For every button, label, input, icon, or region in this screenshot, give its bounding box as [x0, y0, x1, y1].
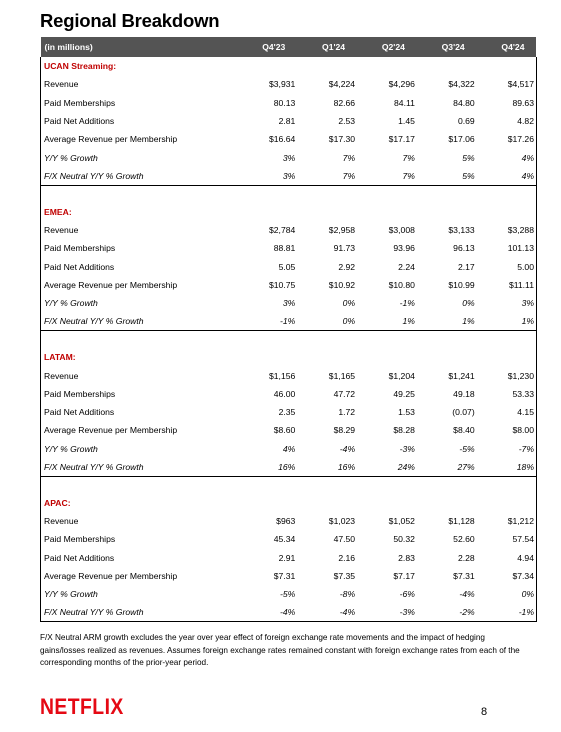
spacer-cell [297, 185, 357, 203]
value-cell: $1,212 [477, 512, 537, 530]
value-cell: $3,288 [477, 221, 537, 239]
row-label: F/X Neutral Y/Y % Growth [41, 167, 238, 185]
value-cell: 91.73 [333, 243, 356, 254]
row-label: Revenue [41, 221, 238, 239]
value-cell: 1% [477, 312, 537, 330]
empty-cell [417, 57, 477, 75]
spacer-cell [41, 331, 238, 349]
value-cell: 16% [238, 458, 298, 476]
value-cell: 3% [238, 167, 298, 185]
value-cell: -2% [417, 604, 477, 622]
page-title: Regional Breakdown [40, 10, 220, 31]
value-cell: $1,128 [448, 516, 475, 527]
value-cell: $1,052 [388, 516, 415, 527]
table-row [41, 130, 537, 148]
empty-cell [297, 348, 357, 366]
value-cell: 3% [477, 294, 537, 312]
value-cell: $17.06 [448, 134, 475, 145]
row-label: F/X Neutral Y/Y % Growth [41, 312, 238, 330]
table-row [41, 294, 537, 312]
table-row [41, 239, 537, 257]
row-label: Paid Net Additions [41, 112, 238, 130]
value-cell: $7.35 [333, 571, 356, 582]
value-cell: 7% [297, 167, 357, 185]
value-cell: $1,156 [269, 370, 296, 381]
value-cell: 16% [297, 458, 357, 476]
value-cell: 1.53 [398, 407, 415, 418]
value-cell: 47.72 [333, 388, 356, 399]
value-cell: 93.96 [393, 243, 415, 254]
row-label: Average Revenue per Membership [41, 130, 238, 148]
value-cell: 4% [282, 443, 296, 454]
empty-cell [238, 57, 298, 75]
value-cell: $1,023 [328, 516, 356, 527]
value-cell: 24% [357, 458, 417, 476]
value-cell: 4% [477, 148, 537, 166]
spacer-cell [417, 185, 477, 203]
value-cell: 84.11 [394, 97, 415, 108]
value-cell: $17.17 [388, 134, 415, 145]
row-label: Revenue [41, 75, 238, 93]
value-cell: $7.17 [393, 571, 415, 582]
empty-cell [238, 203, 298, 221]
value-cell: 2.53 [338, 116, 356, 127]
value-cell: $8.00 [477, 421, 537, 439]
table-row [41, 421, 537, 439]
value-cell: $17.26 [477, 130, 537, 148]
value-cell: 7% [342, 152, 356, 163]
row-label: Paid Memberships [41, 239, 238, 257]
value-cell: 18% [477, 458, 537, 476]
value-cell: 50.32 [393, 534, 415, 545]
value-cell: 49.25 [393, 388, 415, 399]
value-cell: $8.28 [393, 425, 415, 436]
value-cell: 46.00 [273, 388, 296, 399]
section-spacer [41, 476, 537, 494]
value-cell: $4,517 [477, 75, 537, 93]
section-heading-row [41, 203, 537, 221]
empty-cell [297, 57, 357, 75]
empty-cell [417, 348, 477, 366]
value-cell: $1,241 [448, 370, 475, 381]
value-cell: 84.80 [453, 97, 475, 108]
quarter-header: Q4'24 [477, 37, 537, 57]
value-cell: 47.50 [333, 534, 356, 545]
table-row [41, 567, 537, 585]
value-cell: 49.18 [453, 388, 475, 399]
netflix-logo: NETFLIX [40, 694, 124, 719]
value-cell: -3% [357, 604, 417, 622]
value-cell: 0.69 [457, 116, 475, 127]
table-row [41, 221, 537, 239]
spacer-cell [477, 331, 537, 349]
value-cell: 2.91 [278, 552, 296, 563]
row-label: Average Revenue per Membership [41, 567, 238, 585]
value-cell: 4.82 [477, 112, 537, 130]
spacer-cell [357, 331, 417, 349]
value-cell: 80.13 [273, 97, 296, 108]
empty-cell [357, 348, 417, 366]
section-heading-row [41, 348, 537, 366]
value-cell: $2,958 [328, 225, 356, 236]
spacer-cell [357, 185, 417, 203]
quarter-header: Q3'24 [417, 37, 477, 57]
table-row [41, 94, 537, 112]
value-cell: 0% [477, 585, 537, 603]
value-cell: -6% [399, 589, 415, 600]
empty-cell [477, 494, 537, 512]
empty-cell [238, 348, 298, 366]
row-label: Paid Net Additions [41, 257, 238, 275]
spacer-cell [238, 331, 298, 349]
value-cell: -3% [399, 443, 415, 454]
value-cell: -1% [399, 298, 415, 309]
table-body [41, 57, 537, 622]
spacer-cell [417, 331, 477, 349]
value-cell: -4% [459, 589, 475, 600]
value-cell: $2,784 [269, 225, 296, 236]
value-cell: 5.00 [477, 257, 537, 275]
section-heading: EMEA: [41, 203, 238, 221]
value-cell: 0% [342, 298, 356, 309]
value-cell: 2.28 [457, 552, 475, 563]
value-cell: 4.94 [477, 549, 537, 567]
section-heading-row [41, 57, 537, 75]
value-cell: $10.75 [269, 279, 296, 290]
value-cell: 7% [357, 167, 417, 185]
value-cell: 27% [417, 458, 477, 476]
table-row [41, 366, 537, 384]
value-cell: 2.24 [398, 261, 415, 272]
table-row [41, 75, 537, 93]
table-header-row [41, 37, 537, 57]
table-row [41, 530, 537, 548]
table-row [41, 148, 537, 166]
value-cell: 3% [282, 152, 296, 163]
empty-cell [477, 57, 537, 75]
table-row [41, 312, 537, 330]
value-cell: $1,230 [477, 366, 537, 384]
empty-cell [297, 203, 357, 221]
value-cell: 45.34 [273, 534, 296, 545]
table-row [41, 112, 537, 130]
section-heading-row [41, 494, 537, 512]
value-cell: $17.30 [328, 134, 356, 145]
section-heading: LATAM: [41, 348, 238, 366]
value-cell: $4,296 [388, 79, 415, 90]
value-cell: 4.15 [477, 403, 537, 421]
row-label: Revenue [41, 366, 238, 384]
value-cell: 89.63 [477, 94, 537, 112]
spacer-cell [238, 185, 298, 203]
value-cell: -4% [339, 443, 356, 454]
section-spacer [41, 331, 537, 349]
quarter-header: Q4'23 [238, 37, 298, 57]
empty-cell [417, 494, 477, 512]
table-row [41, 440, 537, 458]
spacer-cell [41, 476, 238, 494]
spacer-cell [477, 476, 537, 494]
row-label: Y/Y % Growth [41, 585, 238, 603]
row-label: Average Revenue per Membership [41, 421, 238, 439]
section-spacer [41, 185, 537, 203]
row-label: Paid Memberships [41, 94, 238, 112]
value-cell: 53.33 [477, 385, 537, 403]
row-label: F/X Neutral Y/Y % Growth [41, 458, 238, 476]
value-cell: $10.92 [328, 279, 356, 290]
row-label: Paid Memberships [41, 385, 238, 403]
value-cell: $963 [276, 516, 296, 527]
table-row [41, 385, 537, 403]
value-cell: $4,224 [328, 79, 356, 90]
table-row [41, 604, 537, 622]
value-cell: -1% [477, 604, 537, 622]
spacer-cell [417, 476, 477, 494]
value-cell: -1% [238, 312, 298, 330]
value-cell: 1% [417, 312, 477, 330]
value-cell: $8.40 [453, 425, 475, 436]
value-cell: $11.11 [477, 276, 537, 294]
value-cell: $10.99 [448, 279, 475, 290]
value-cell: 2.83 [398, 552, 415, 563]
empty-cell [357, 494, 417, 512]
value-cell: 2.92 [338, 261, 356, 272]
value-cell: $3,008 [388, 225, 415, 236]
row-label: Y/Y % Growth [41, 148, 238, 166]
table-row [41, 167, 537, 185]
value-cell: 2.16 [338, 552, 356, 563]
row-label: F/X Neutral Y/Y % Growth [41, 604, 238, 622]
value-cell: -7% [477, 440, 537, 458]
value-cell: $7.31 [273, 571, 296, 582]
empty-cell [357, 203, 417, 221]
value-cell: 5% [462, 152, 475, 163]
empty-cell [238, 494, 298, 512]
value-cell: 101.13 [477, 239, 537, 257]
spacer-cell [41, 185, 238, 203]
quarter-header: Q2'24 [357, 37, 417, 57]
empty-cell [357, 57, 417, 75]
row-label: Revenue [41, 512, 238, 530]
value-cell: $8.60 [273, 425, 296, 436]
value-cell: 57.54 [477, 530, 537, 548]
spacer-cell [297, 331, 357, 349]
spacer-cell [297, 476, 357, 494]
value-cell: $7.34 [477, 567, 537, 585]
table-row [41, 276, 537, 294]
value-cell: $1,204 [388, 370, 415, 381]
value-cell: 88.81 [273, 243, 296, 254]
quarter-header: Q1'24 [297, 37, 357, 57]
value-cell: -5% [459, 443, 475, 454]
spacer-cell [477, 185, 537, 203]
value-cell: 1.45 [398, 116, 415, 127]
empty-cell [477, 348, 537, 366]
row-label: Paid Net Additions [41, 403, 238, 421]
value-cell: 0% [462, 298, 475, 309]
value-cell: 96.13 [453, 243, 475, 254]
value-cell: -8% [339, 589, 356, 600]
value-cell: $1,165 [328, 370, 356, 381]
value-cell: -4% [238, 604, 298, 622]
spacer-cell [357, 476, 417, 494]
value-cell: $10.80 [388, 279, 415, 290]
value-cell: 2.35 [278, 407, 296, 418]
value-cell: $7.31 [453, 571, 475, 582]
page-number: 8 [481, 706, 488, 718]
value-cell: -5% [280, 589, 296, 600]
table-row [41, 403, 537, 421]
empty-cell [297, 494, 357, 512]
value-cell: 52.60 [453, 534, 475, 545]
row-label: Y/Y % Growth [41, 440, 238, 458]
row-label: Paid Memberships [41, 530, 238, 548]
unit-label: (in millions) [41, 37, 238, 57]
spacer-cell [238, 476, 298, 494]
section-heading: APAC: [41, 494, 238, 512]
value-cell: 4% [477, 167, 537, 185]
value-cell: $4,322 [448, 79, 475, 90]
table-row [41, 512, 537, 530]
value-cell: $3,133 [448, 225, 475, 236]
row-label: Paid Net Additions [41, 549, 238, 567]
table-row [41, 458, 537, 476]
row-label: Y/Y % Growth [41, 294, 238, 312]
value-cell: $8.29 [333, 425, 356, 436]
value-cell: -4% [297, 604, 357, 622]
row-label: Average Revenue per Membership [41, 276, 238, 294]
value-cell: 7% [402, 152, 415, 163]
value-cell: $3,931 [269, 79, 296, 90]
value-cell: 1.72 [338, 407, 356, 418]
value-cell: 5% [417, 167, 477, 185]
table-row [41, 549, 537, 567]
value-cell: 2.17 [457, 261, 475, 272]
value-cell: $16.64 [269, 134, 296, 145]
value-cell: 0% [297, 312, 357, 330]
section-heading: UCAN Streaming: [41, 57, 238, 75]
regional-breakdown-table [40, 37, 537, 622]
footnote: F/X Neutral ARM growth excludes the year over year effect of foreign exchange rate movements and the impact of hedging gains/losses realized as revenues. Assumes foreign exchange rates remained constant with foreign exchange rates from each of the corresponding months of the prior-year period. [40, 633, 520, 667]
value-cell: 2.81 [278, 116, 296, 127]
value-cell: 1% [357, 312, 417, 330]
value-cell: 5.05 [278, 261, 296, 272]
value-cell: 3% [282, 298, 296, 309]
table-row [41, 585, 537, 603]
empty-cell [477, 203, 537, 221]
empty-cell [417, 203, 477, 221]
value-cell: (0.07) [452, 407, 475, 418]
value-cell: 82.66 [333, 97, 356, 108]
table-row [41, 257, 537, 275]
